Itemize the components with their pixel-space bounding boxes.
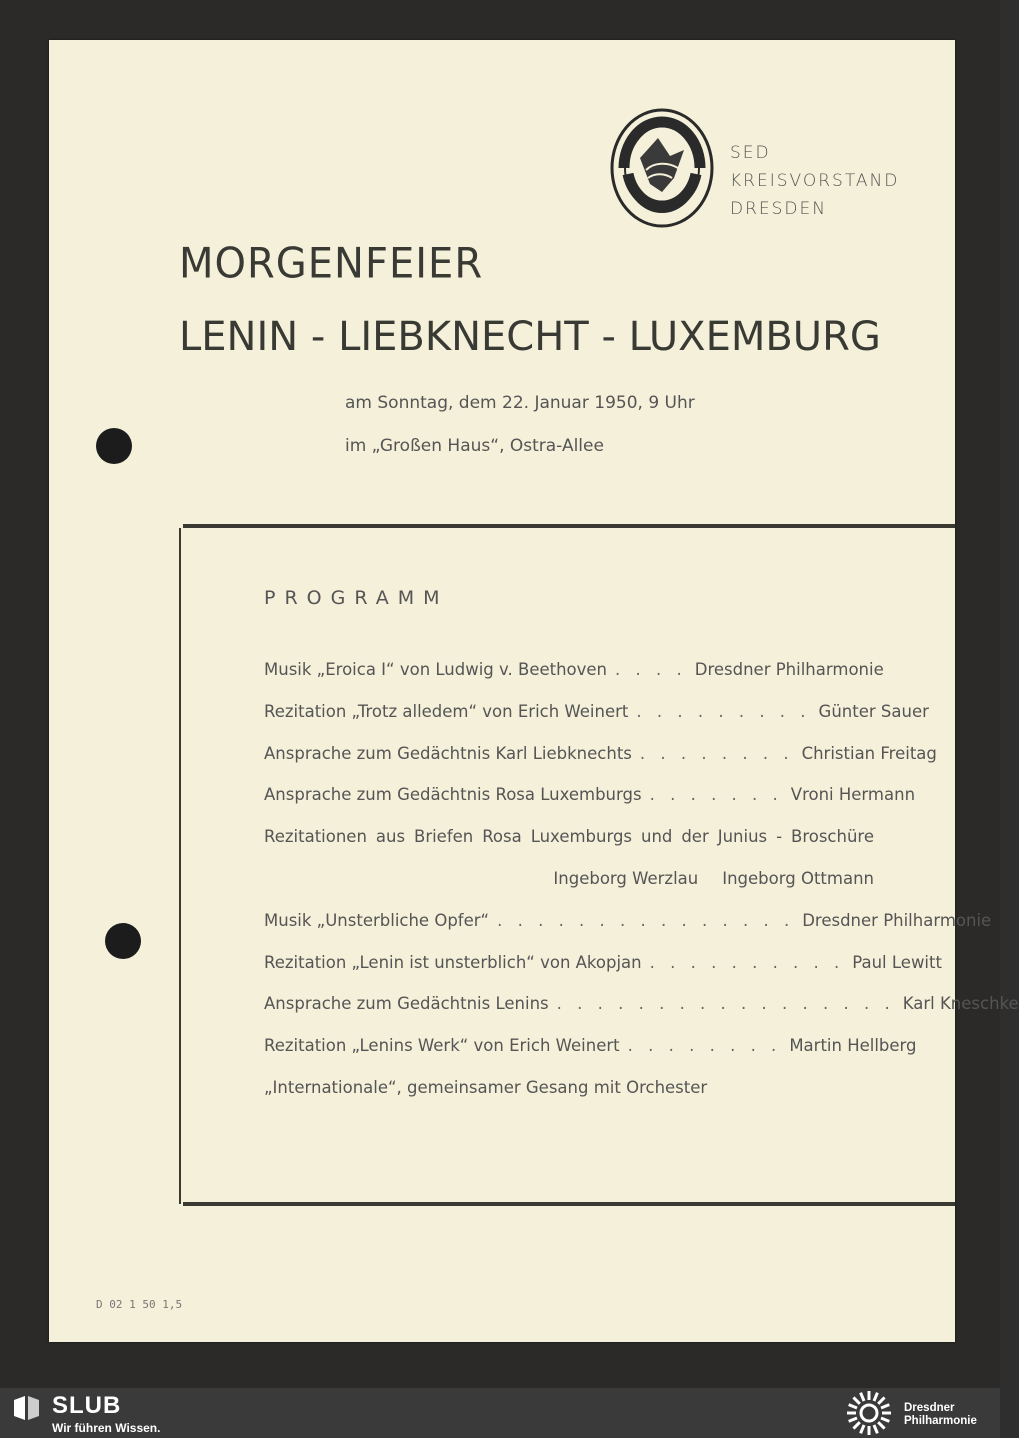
divider-top — [183, 524, 955, 528]
program-list — [264, 660, 1019, 1120]
program-item-performer: Ingeborg Werzlau — [553, 868, 699, 888]
program-item-title: Ansprache zum Gedächtnis Karl Liebknechts — [264, 743, 632, 763]
program-item-title: Rezitation „Lenins Werk“ von Erich Weinert — [264, 1036, 620, 1056]
program-item-performers — [264, 869, 874, 911]
program-item-performer: Martin Hellberg — [789, 1036, 917, 1056]
program-item-leader: . . . . . . . . — [639, 743, 794, 763]
event-subtitle: LENIN - LIEBKNECHT - LUXEMBURG — [179, 314, 881, 360]
org-line: SED — [730, 143, 771, 163]
event-title: MORGENFEIER — [179, 239, 484, 289]
program-item-leader: . . . . — [615, 660, 687, 679]
punch-hole — [105, 923, 141, 959]
program-item-leader: . . . . . . . . . — [636, 701, 811, 721]
program-item-performer: Dresdner Philharmonie — [802, 910, 992, 930]
slub-logo-text: SLUB — [52, 1392, 122, 1419]
program-item-title: Rezitation „Lenin ist unsterblich“ von Akopjan — [264, 952, 642, 972]
program-item-title: Rezitationen aus Briefen Rosa Luxemburgs und der Junius - Broschüre — [264, 827, 874, 847]
slub-tagline: Wir führen Wissen. — [52, 1421, 161, 1435]
program-item-leader: . . . . . . . . . . . . . . . . . — [556, 994, 895, 1014]
program-item — [264, 1078, 874, 1120]
divider-left — [179, 528, 181, 1204]
philharmonie-name-line: Dresdner — [904, 1402, 955, 1414]
organization-name — [730, 139, 899, 223]
program-item-title: Rezitation „Trotz alledem“ von Erich Weinert — [264, 701, 629, 721]
program-heading: PROGRAMM — [264, 587, 449, 609]
philharmonie-name-line: Philharmonie — [904, 1415, 977, 1427]
program-item — [264, 701, 929, 744]
program-item-leader: . . . . . . . . — [627, 1036, 782, 1056]
program-item — [264, 827, 874, 869]
program-item-title: Ansprache zum Gedächtnis Rosa Luxemburgs — [264, 785, 642, 805]
program-item — [264, 785, 916, 827]
program-item — [264, 1036, 917, 1078]
program-item-performer: Dresdner Philharmonie — [694, 660, 884, 679]
program-item — [264, 743, 937, 786]
philharmonie-logo-text — [904, 1402, 996, 1428]
document-number: D 02 1 50 1,5 — [96, 1298, 183, 1311]
program-item-performer: Christian Freitag — [801, 743, 937, 763]
program-item-performer: Karl Kneschke — [902, 994, 1019, 1014]
program-item — [264, 910, 992, 953]
program-sheet — [49, 40, 1019, 1342]
org-line: KREISVORSTAND — [730, 171, 900, 191]
program-item-leader: . . . . . . . . . . — [649, 952, 845, 972]
footer-bar — [0, 1388, 1000, 1438]
program-item-title: Ansprache zum Gedächtnis Lenins — [264, 994, 549, 1014]
program-item-leader: . . . . . . . — [649, 785, 783, 805]
program-item-title: Musik „Unsterbliche Opfer“ — [264, 910, 490, 930]
program-item — [264, 994, 1019, 1036]
sed-seal-icon — [610, 108, 714, 228]
program-item-title: „Internationale“, gemeinsamer Gesang mit Orchester — [264, 1077, 708, 1097]
program-item — [264, 952, 942, 995]
slub-book-icon — [12, 1394, 42, 1422]
program-item — [264, 660, 884, 702]
event-venue: im „Großen Haus“, Ostra-Allee — [345, 436, 604, 456]
org-line: DRESDEN — [730, 199, 827, 219]
punch-hole — [96, 428, 132, 464]
philharmonie-sunburst-icon — [844, 1390, 894, 1436]
program-item-performer: Ingeborg Ottmann — [722, 868, 874, 888]
program-item-title: Musik „Eroica I“ von Ludwig v. Beethoven — [264, 660, 608, 679]
event-date: am Sonntag, dem 22. Januar 1950, 9 Uhr — [345, 393, 695, 413]
program-item-performer: Paul Lewitt — [852, 952, 942, 972]
program-item-leader: . . . . . . . . . . . . . . . — [497, 910, 795, 930]
program-item-performer: Günter Sauer — [818, 701, 929, 721]
program-item-performer: Vroni Hermann — [790, 785, 916, 805]
divider-bottom — [183, 1202, 955, 1206]
